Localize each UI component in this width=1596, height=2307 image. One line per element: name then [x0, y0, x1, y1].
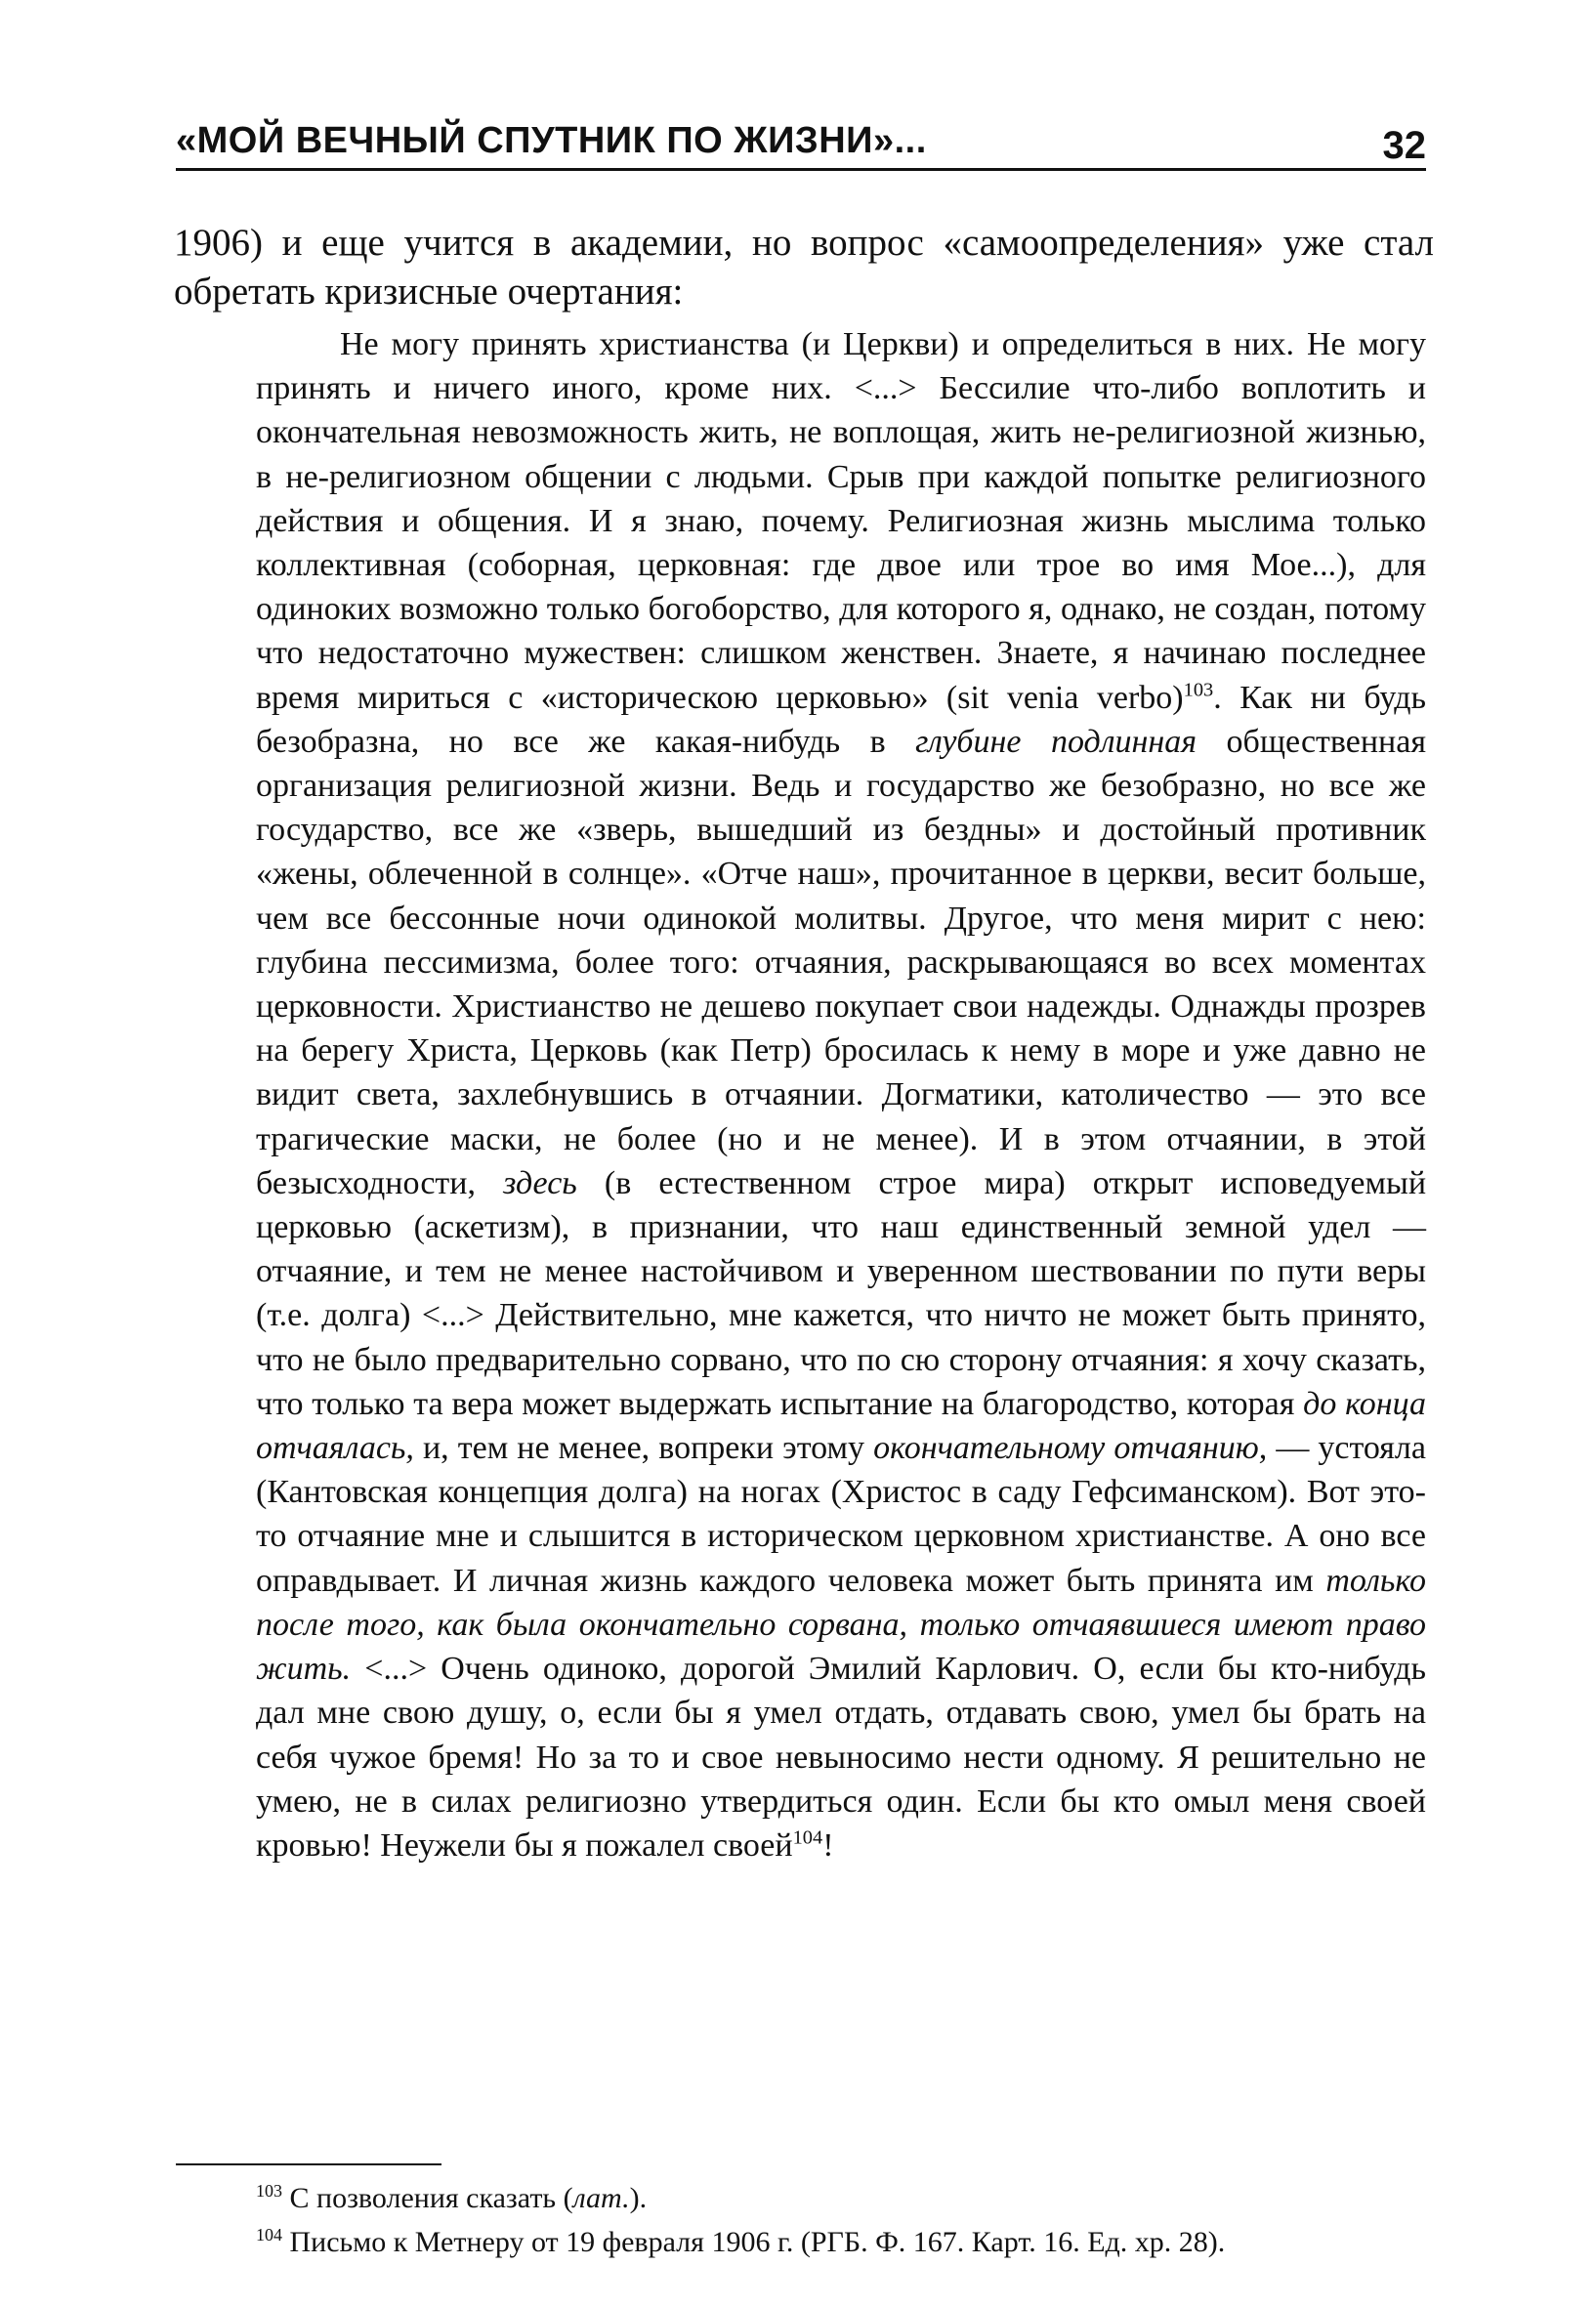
running-title: «МОЙ ВЕЧНЫЙ СПУТНИК ПО ЖИЗНИ»...: [176, 120, 927, 161]
quote-text-1: Не могу принять христианства (и Церкви) и определиться в них. Не могу принять и ничего иного, кроме них. <...> Бессилие что-либо воплотить и окончательная невозможность жить, не воплощая, жить не-религиозной жизнью, в не-религиозном общении с людьми. Срыв при каждой попытке религиозного действия и общения. И я знаю, почему. Религиозная жизнь мыслима только коллективная (соборная, церковная: где двое или трое во имя Мое...), для одиноких возможно только богоборство, для которого я, однако, не создан, потому что недостаточно мужествен: слишком женствен. Знаете, я начинаю последнее время мириться с «историческою церковью» (sit venia verbo): [256, 326, 1426, 716]
footnote-text-end: ).: [629, 2182, 648, 2214]
quote-text-5: и, тем не менее, вопреки этому: [413, 1430, 874, 1467]
footnote-104: [256, 2220, 1428, 2264]
quote-text-7: <...> Очень одиноко, дорогой Эмилий Карлович. О, если бы кто-нибудь дал мне свою душу, о, если бы я умел отдать, отдавать свою, умел бы брать на себя чужое бремя! Но за то и свое невыносимо нести одному. Я решительно не умею, не в силах религиозно утвердиться один. Если бы кто омыл меня своей кровью! Неужели бы я пожалел своей: [256, 1651, 1426, 1864]
page-header: [176, 109, 1426, 171]
quote-emphasis-1: глубине подлинная: [915, 723, 1197, 760]
quote-emphasis-4: окончательному отчаянию,: [873, 1430, 1268, 1467]
quote-text-8: !: [822, 1826, 834, 1864]
page-number: 32: [1382, 124, 1426, 167]
footnote-ref-104: 104: [792, 1826, 823, 1849]
footnote-emphasis: лат.: [572, 2182, 630, 2214]
quote-text-3: общественная организация религиозной жизни. Ведь и государство же безобразно, но все же государство, все же «зверь, вышедший из бездны» и достойный противник «жены, облеченной в солнце». «Отче наш», прочитанное в церкви, весит больше, чем все бессонные ночи одинокой молитвы. Другое, что меня мирит с нею: глубина пессимизма, более того: отчаяния, раскрывающаяся во всех моментах церковности. Христианство не дешево покупает свои надежды. Однажды прозрев на берегу Христа, Церковь (как Петр) бросилась к нему в море и уже давно не видит света, захлебнувшись в отчаянии. Догматики, католичество — это все трагические маски, не более (но и не менее). И в этом отчаянии, в этой безысходности,: [256, 723, 1426, 1201]
quote-emphasis-2: здесь: [503, 1164, 577, 1201]
intro-paragraph: 1906) и еще учится в академии, но вопрос «самоопределения» уже стал обретать кризисные очертания:: [174, 222, 1434, 313]
footnote-text: Письмо к Метнеру от 19 февраля 1906 г. (РГБ. Ф. 167. Карт. 16. Ед. хр. 28).: [282, 2226, 1226, 2258]
footnote-103: [256, 2176, 1428, 2220]
footnote-text: С позволения сказать (: [282, 2182, 573, 2214]
quote-text-4: (в естественном строе мира) открыт исповедуемый церковью (аскетизм), в признании, что наш единственный земной удел — отчаяние, и тем не менее настойчивом и уверенном шествовании по пути веры (т.е. долга) <...> Действительно, мне кажется, что ничто не может быть принято, что не было предварительно сорвано, что по сю сторону отчаяния: я хочу сказать, что только та вера может выдержать испытание на благородство, которая: [256, 1164, 1427, 1422]
quote-text-2: . Как ни будь безобразна, но все же какая-нибудь в: [256, 679, 1426, 760]
footnote-number: 103: [256, 2181, 282, 2201]
quotation-paragraph: [256, 322, 1426, 1867]
quote-text-6: — устояла (Кантовская концепция долга) на ногах (Христос в саду Гефсиманском). Вот это-то отчаяние мне и слышится в историческом церковном христианстве. А оно все оправдывает. И личная жизнь каждого человека может быть принята им: [256, 1430, 1426, 1599]
footnotes: [256, 2176, 1428, 2264]
letter-quotation: [256, 322, 1426, 1867]
footnote-divider: [176, 2163, 441, 2165]
footnote-ref-103: 103: [1183, 679, 1214, 701]
footnote-number: 104: [256, 2225, 282, 2244]
quote-emphasis-5: только после того, как была окончательно сорвана, только отчаявшиеся имеют право жить.: [256, 1562, 1426, 1688]
quote-emphasis-3: до конца отчаялась,: [256, 1385, 1426, 1467]
